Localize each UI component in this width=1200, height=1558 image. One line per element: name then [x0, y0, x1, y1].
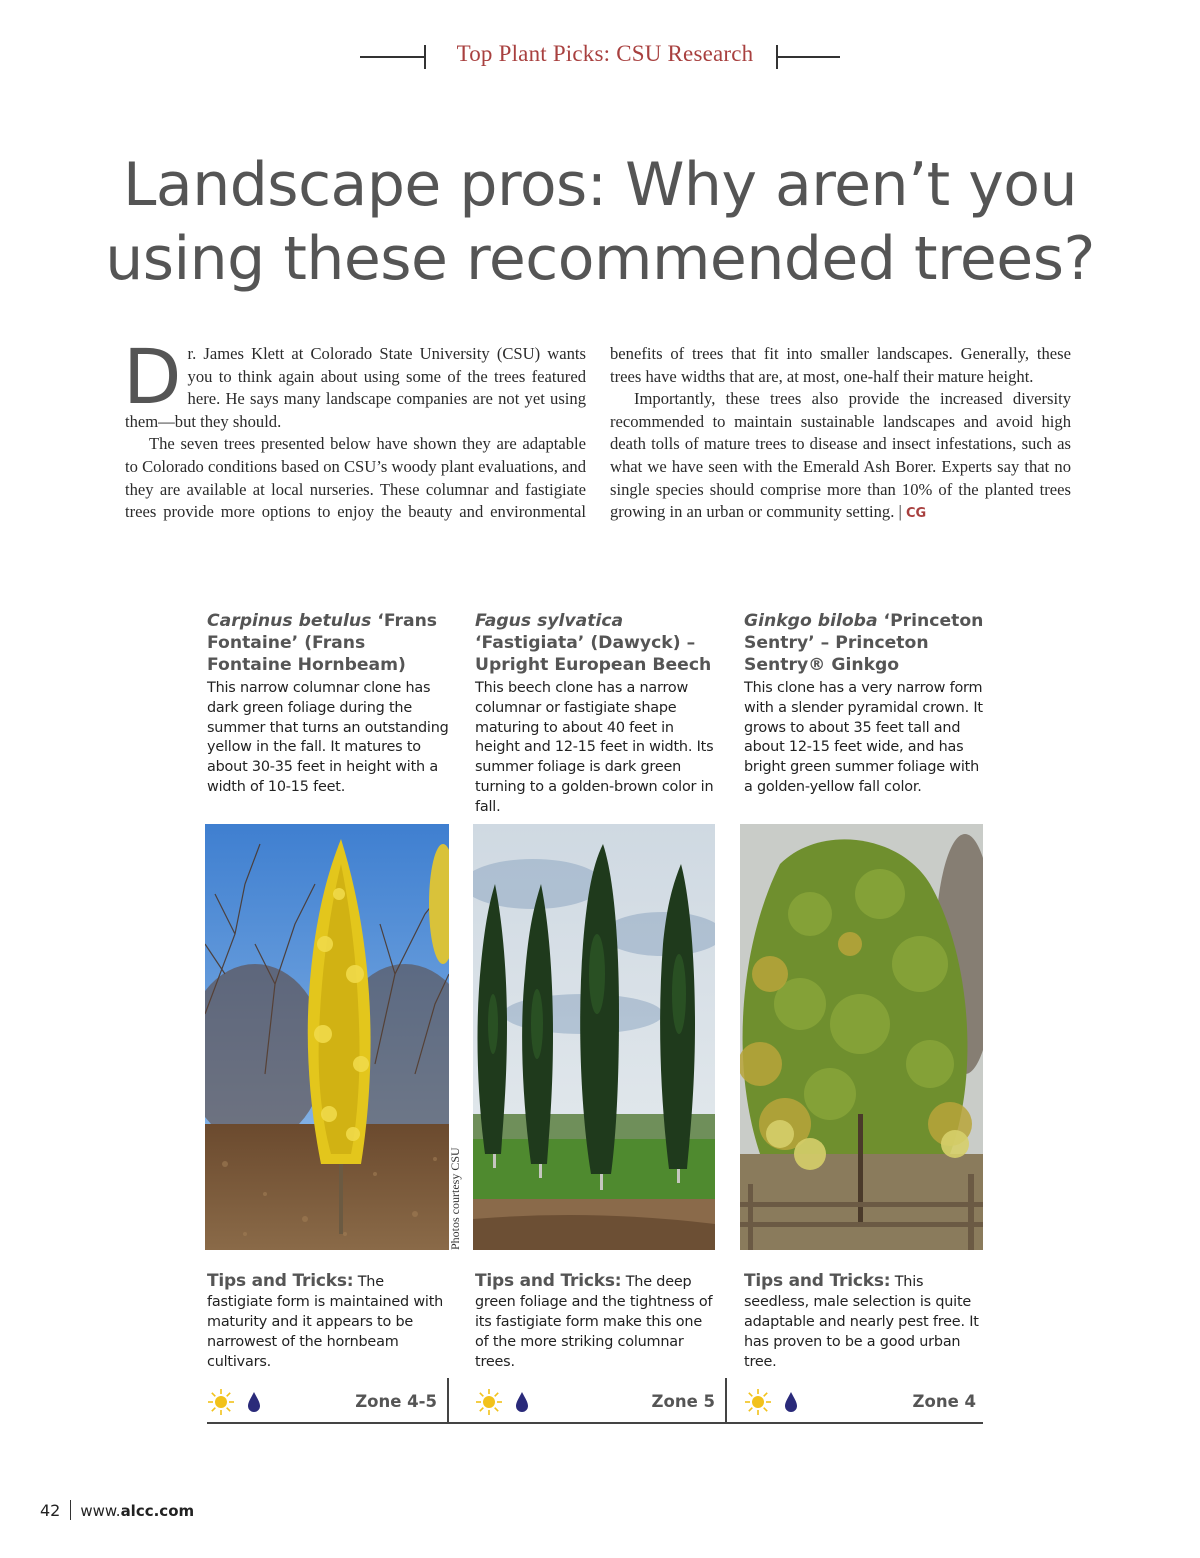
- hardiness-zone: Zone 4: [912, 1392, 976, 1411]
- water-drop-icon: [515, 1392, 529, 1412]
- columnar-beech-photo: [473, 824, 715, 1250]
- zone-info-ginkgo: [744, 1388, 976, 1418]
- intro-paragraph-3: Importantly, these trees also provide the increased diversity recommended to maintain sustainable landscapes and avoid high death tolls of mature trees to disease and insect infestations, such as what we have seen with the Emerald Ash Borer. Experts say that no single species should comprise more than 10% of the planted trees growing in an urban or community setting. | CG: [610, 389, 1071, 522]
- article-headline: [60, 148, 1140, 296]
- tips-ginkgo: [744, 1271, 984, 1372]
- water-drop-icon: [784, 1392, 798, 1412]
- tree-card-beech: [475, 610, 719, 818]
- intro-paragraph-2: The seven trees presented below have shown they are adaptable to Colorado conditions based on CSU’s woody plant evaluations, and they are available at local nurseries. These columnar and fastigiate trees provide more options to enjoy the beauty and environmental benefits of trees that fit into smaller landscapes. Generally, these trees have widths that are, at most, one-half their mature height.: [125, 344, 1071, 522]
- url-prefix: www.: [80, 1502, 121, 1520]
- tips-text: This seedless, male selection is quite adaptable and nearly pest free. It has proven to be a good urban tree.: [744, 1274, 979, 1370]
- tips-beech: [475, 1271, 715, 1372]
- intro-p3-text: Importantly, these trees also provide the increased diversity recommended to maintain sustainable landscapes and avoid high death tolls of mature trees to disease and insect infestations, such as what we have seen with the Emerald Ash Borer. Experts say that no single species should comprise more than 10% of the planted trees growing in an urban or community setting.: [610, 389, 1071, 522]
- tree-card-ginkgo: [744, 610, 988, 798]
- zone-info-hornbeam: [207, 1388, 437, 1418]
- header-rule-left: [360, 56, 424, 58]
- tips-label: Tips and Tricks:: [744, 1271, 891, 1291]
- hardiness-zone: Zone 5: [651, 1392, 715, 1411]
- tree-title: [744, 610, 988, 676]
- zone-rule: [207, 1422, 983, 1424]
- photo-credit: Photos courtesy CSU: [448, 1147, 462, 1250]
- header-rule-right: [778, 56, 840, 58]
- tree-latin-name: Carpinus betulus: [207, 611, 372, 631]
- footer-separator: [70, 1500, 71, 1520]
- tree-title: [475, 610, 719, 676]
- sun-icon: [744, 1388, 772, 1416]
- tips-hornbeam: [207, 1271, 447, 1372]
- page-footer: [40, 1500, 194, 1520]
- tree-description: This clone has a very narrow form with a slender pyramidal crown. It grows to about 35 feet tall and about 12-15 feet wide, and has bright green summer foliage with a golden-yellow fall color.: [744, 680, 983, 795]
- tree-latin-name: Ginkgo biloba: [744, 611, 878, 631]
- tree-description: This beech clone has a narrow columnar or fastigiate shape maturing to about 40 feet in height and 12-15 feet in width. Its summer foliage is dark green turning to a golden-brown color in fall.: [475, 680, 714, 815]
- intro-paragraph-1: [123, 332, 586, 433]
- tips-text: The fastigiate form is maintained with maturity and it appears to be narrowest of the hornbeam cultivars.: [207, 1274, 444, 1370]
- tree-latin-name: Fagus sylvatica: [475, 611, 624, 631]
- yellow-hornbeam-photo: [205, 824, 449, 1250]
- author-credit: CG: [905, 506, 927, 522]
- tips-label: Tips and Tricks:: [207, 1271, 354, 1291]
- tips-text: The deep green foliage and the tightness of its fastigiate form make this one of the more striking columnar trees.: [475, 1274, 713, 1370]
- zone-divider: [447, 1378, 449, 1422]
- tree-common-name: ‘Fastigiata’ (Dawyck) – Upright European Beech: [475, 633, 712, 675]
- sun-icon: [207, 1388, 235, 1416]
- tips-label: Tips and Tricks:: [475, 1271, 622, 1291]
- tree-description: This narrow columnar clone has dark green foliage during the summer that turns an outstanding yellow in the fall. It matures to about 30-35 feet in height with a width of 10-15 feet.: [207, 680, 449, 795]
- intro-p1-text: r. James Klett at Colorado State University (CSU) wants you to think again about using some of the trees featured here. He says many landscape companies are not yet using them—but they should.: [125, 344, 586, 431]
- tree-card-hornbeam: [207, 610, 451, 798]
- section-header: [360, 38, 840, 74]
- headline-line-2: using these recommended trees?: [105, 224, 1095, 294]
- page-number: 42: [40, 1501, 61, 1520]
- website-link[interactable]: [80, 1502, 194, 1520]
- tree-common-name: ‘Frans Fontaine’ (Frans Fontaine Hornbeam): [207, 611, 438, 675]
- tree-common-name: ‘Princeton Sentry’ – Princeton Sentry® Ginkgo: [744, 611, 984, 675]
- zone-info-beech: [475, 1388, 715, 1418]
- ginkgo-photo: [740, 824, 983, 1250]
- intro-text: [123, 332, 1071, 526]
- header-tick-left: [424, 45, 426, 69]
- section-title: Top Plant Picks: CSU Research: [456, 41, 754, 66]
- headline-line-1: Landscape pros: Why aren’t you: [123, 150, 1077, 220]
- water-drop-icon: [247, 1392, 261, 1412]
- tree-title: [207, 610, 451, 676]
- zone-divider: [725, 1378, 727, 1422]
- hardiness-zone: Zone 4-5: [355, 1392, 437, 1411]
- drop-cap: D: [123, 332, 182, 421]
- url-domain: alcc.com: [120, 1502, 195, 1520]
- sun-icon: [475, 1388, 503, 1416]
